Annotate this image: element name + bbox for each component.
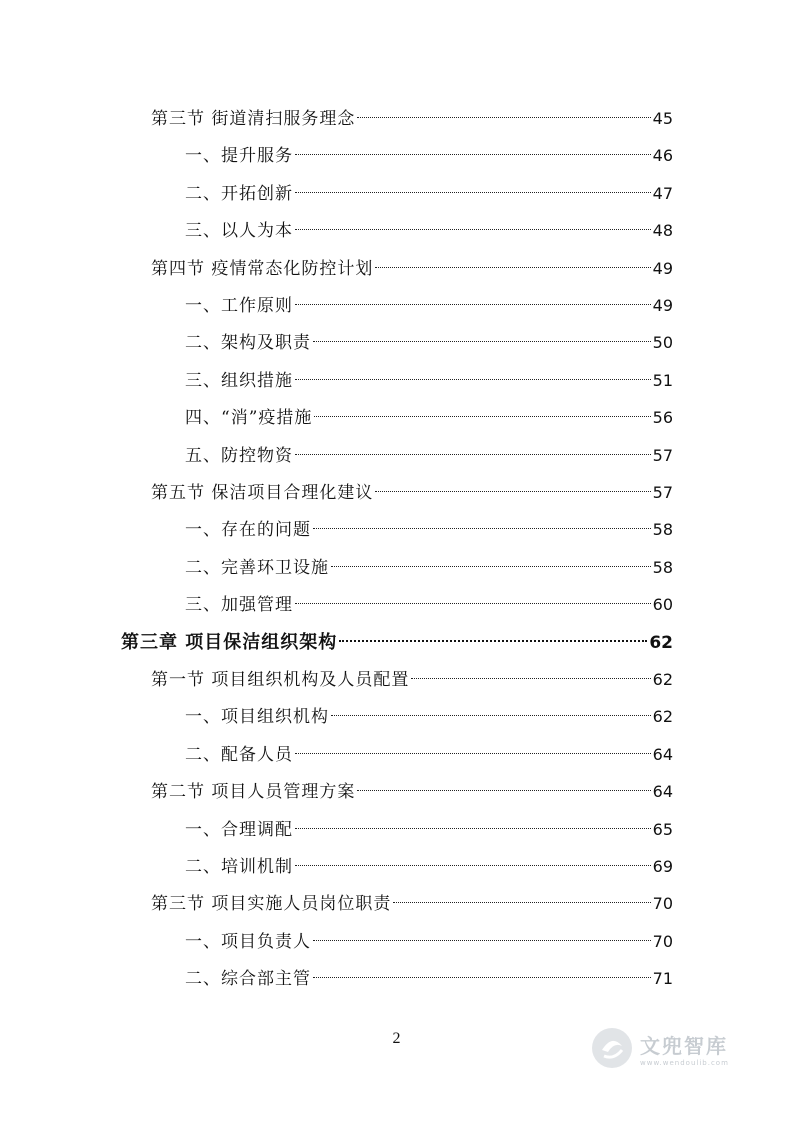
- toc-subsection-entry[interactable]: [185, 515, 673, 545]
- toc-dot-leader: [375, 491, 650, 492]
- toc-entry-page: 70: [652, 931, 673, 951]
- toc-dot-leader: [314, 416, 650, 417]
- toc-entry-page: 57: [652, 445, 673, 465]
- toc-dot-leader: [357, 117, 650, 118]
- toc-subsection-entry[interactable]: [185, 852, 673, 882]
- toc-entry-title: 二、培训机制: [185, 857, 293, 877]
- toc-dot-leader: [411, 678, 650, 679]
- toc-subsection-entry[interactable]: [185, 291, 673, 321]
- toc-entry-page: 46: [652, 146, 673, 166]
- toc-dot-leader: [313, 341, 651, 342]
- toc-entry-title: 三、以人为本: [185, 221, 293, 242]
- toc-entry-title: 一、存在的问题: [185, 520, 311, 541]
- toc-entry-title: 第四节 疫情常态化防控计划: [151, 258, 374, 279]
- toc-subsection-entry[interactable]: [185, 179, 673, 209]
- toc-entry-page: 57: [652, 483, 673, 502]
- toc-entry-page: 64: [652, 744, 673, 764]
- toc-dot-leader: [313, 528, 651, 529]
- toc-subsection-entry[interactable]: [185, 702, 673, 732]
- wendou-logo-icon: [590, 1026, 634, 1070]
- toc-dot-leader: [295, 192, 651, 193]
- toc-entry-title: 一、项目组织机构: [185, 707, 329, 728]
- toc-entry-title: 一、工作原则: [185, 296, 293, 316]
- toc-section-entry[interactable]: [151, 665, 673, 695]
- toc-entry-page: 51: [652, 370, 673, 390]
- toc-entry-title: 二、配备人员: [185, 744, 293, 765]
- page-number: 2: [392, 1030, 401, 1047]
- toc-subsection-entry[interactable]: [185, 815, 673, 845]
- toc-entry-page: 56: [652, 408, 673, 428]
- toc-entry-title: 二、架构及职责: [185, 333, 311, 354]
- toc-entry-page: 50: [652, 333, 673, 353]
- toc-entry-title: 一、合理调配: [185, 819, 293, 840]
- toc-dot-leader: [295, 454, 651, 455]
- toc-section-entry[interactable]: [151, 777, 673, 807]
- toc-chapter-entry[interactable]: [121, 628, 673, 658]
- toc-entry-page: 64: [652, 782, 673, 802]
- toc-dot-leader: [331, 566, 651, 567]
- toc-entry-page: 71: [652, 969, 673, 989]
- toc-entry-title: 第三章 项目保洁组织架构: [121, 631, 338, 653]
- watermark: [590, 1020, 760, 1076]
- toc-entry-page: 62: [652, 707, 673, 727]
- toc-dot-leader: [295, 379, 651, 380]
- toc-entry-page: 62: [652, 670, 673, 689]
- toc-entry-title: 二、完善环卫设施: [185, 557, 329, 578]
- toc-subsection-entry[interactable]: [185, 441, 673, 471]
- toc-entry-title: 第三节 街道清扫服务理念: [151, 109, 356, 129]
- toc-entry-page: 47: [652, 183, 673, 203]
- toc-subsection-entry[interactable]: [185, 590, 673, 620]
- toc-subsection-entry[interactable]: [185, 964, 673, 994]
- toc-entry-page: 69: [652, 857, 673, 876]
- toc-section-entry[interactable]: [151, 254, 673, 284]
- toc-dot-leader: [295, 603, 651, 604]
- toc-entry-page: 49: [652, 258, 673, 278]
- toc-section-entry[interactable]: [151, 104, 673, 134]
- toc-entry-page: 49: [652, 296, 673, 315]
- toc-entry-page: 58: [652, 557, 673, 577]
- toc-dot-leader: [295, 753, 651, 754]
- toc-entry-title: 一、提升服务: [185, 146, 293, 167]
- toc-entry-page: 70: [652, 894, 673, 914]
- toc-entry-title: 三、组织措施: [185, 370, 293, 391]
- toc-section-entry[interactable]: [151, 889, 673, 919]
- toc-entry-page: 60: [652, 595, 673, 615]
- toc-entry-title: 第五节 保洁项目合理化建议: [151, 483, 374, 503]
- toc-entry-page: 45: [652, 109, 673, 128]
- toc-dot-leader: [331, 715, 651, 716]
- toc-dot-leader: [393, 902, 650, 903]
- toc-dot-leader: [313, 940, 651, 941]
- watermark-url: www.wendoulib.com: [640, 1058, 729, 1067]
- toc-subsection-entry[interactable]: [185, 403, 673, 433]
- toc-dot-leader: [357, 790, 650, 791]
- toc-entry-page: 62: [649, 632, 673, 653]
- toc-subsection-entry[interactable]: [185, 141, 673, 171]
- toc-entry-title: 二、综合部主管: [185, 969, 311, 990]
- toc-subsection-entry[interactable]: [185, 740, 673, 770]
- toc-entry-title: 第三节 项目实施人员岗位职责: [151, 894, 392, 915]
- toc-entry-page: 58: [652, 520, 673, 540]
- toc-subsection-entry[interactable]: [185, 927, 673, 957]
- toc-entry-page: 65: [652, 819, 673, 839]
- toc-dot-leader: [313, 977, 651, 978]
- toc-section-entry[interactable]: [151, 478, 673, 508]
- toc-entry-title: 三、加强管理: [185, 595, 293, 616]
- toc-subsection-entry[interactable]: [185, 366, 673, 396]
- toc-dot-leader: [295, 828, 651, 829]
- toc-subsection-entry[interactable]: [185, 216, 673, 246]
- toc-dot-leader: [295, 229, 651, 230]
- toc-entry-title: 五、防控物资: [185, 445, 293, 466]
- toc-subsection-entry[interactable]: [185, 553, 673, 583]
- toc-entry-title: 四、“消”疫措施: [185, 408, 313, 429]
- toc-dot-leader: [339, 640, 647, 642]
- toc-subsection-entry[interactable]: [185, 328, 673, 358]
- toc-entry-page: 48: [652, 221, 673, 241]
- watermark-name: 文兜智库: [640, 1033, 728, 1058]
- toc-entry-title: 第二节 项目人员管理方案: [151, 782, 356, 803]
- toc-dot-leader: [295, 304, 651, 305]
- toc-entry-title: 一、项目负责人: [185, 931, 311, 952]
- toc-entry-title: 第一节 项目组织机构及人员配置: [151, 670, 410, 690]
- toc-dot-leader: [295, 154, 651, 155]
- toc-entry-title: 二、开拓创新: [185, 183, 293, 204]
- toc-dot-leader: [295, 865, 651, 866]
- toc-dot-leader: [375, 267, 650, 268]
